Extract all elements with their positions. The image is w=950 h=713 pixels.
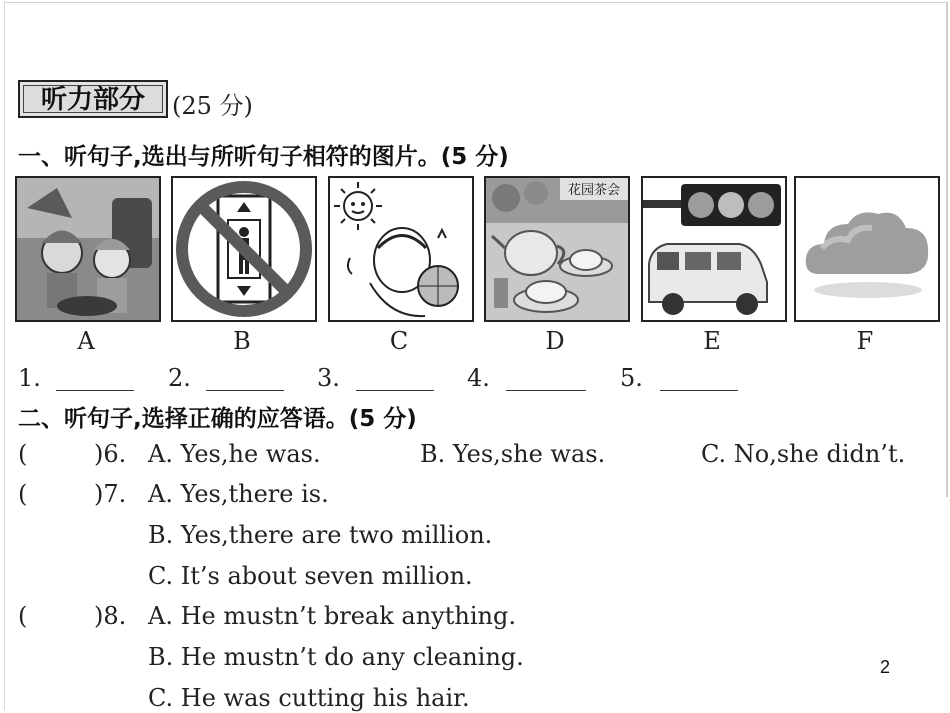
picture-b-label: B xyxy=(233,327,251,355)
children-outdoors-illustration-icon xyxy=(17,178,159,320)
question-7-option-c[interactable]: C. It’s about seven million. xyxy=(148,562,473,590)
no-elevator-sign-icon xyxy=(173,178,315,320)
question-7-option-a[interactable]: A. Yes,there is. xyxy=(148,480,329,508)
picture-a xyxy=(15,176,161,322)
traffic-light-van-icon xyxy=(643,178,785,320)
picture-d-label: D xyxy=(545,327,565,355)
blank-2-line[interactable] xyxy=(206,390,284,391)
cloud-icon xyxy=(796,178,938,320)
part-title: 听力部分 xyxy=(23,85,163,113)
picture-a-label: A xyxy=(77,327,95,355)
page-border-top xyxy=(4,2,948,3)
question-6-number: )6. xyxy=(94,440,127,468)
blank-3-number: 3. xyxy=(317,364,340,392)
question-7-option-b[interactable]: B. Yes,there are two million. xyxy=(148,521,493,549)
picture-c-label: C xyxy=(389,327,409,355)
blank-1-number: 1. xyxy=(18,364,41,392)
hot-sun-man-fanning-icon xyxy=(330,178,472,320)
picture-e xyxy=(641,176,787,322)
picture-e-label: E xyxy=(703,327,721,355)
blank-2-number: 2. xyxy=(168,364,191,392)
part-score: (25 分) xyxy=(172,92,253,120)
picture-f xyxy=(794,176,940,322)
question-6-option-c[interactable]: C. No,she didn’t. xyxy=(701,440,906,468)
part-title-box xyxy=(18,80,168,118)
picture-b xyxy=(171,176,317,322)
question-8-paren: ( xyxy=(18,602,28,630)
page-number: 2 xyxy=(880,657,891,677)
question-6-paren: ( xyxy=(18,440,28,468)
picture-c xyxy=(328,176,474,322)
section2-title: 二、听句子,选择正确的应答语。(5 分) xyxy=(18,406,417,432)
question-8-option-a[interactable]: A. He mustn’t break anything. xyxy=(148,602,516,630)
page-border-right xyxy=(946,2,948,497)
picture-f-label: F xyxy=(856,327,874,355)
blank-4-line[interactable] xyxy=(506,390,586,391)
section1-title: 一、听句子,选出与所听句子相符的图片。(5 分) xyxy=(18,144,509,170)
blank-4-number: 4. xyxy=(467,364,490,392)
question-7-number: )7. xyxy=(94,480,127,508)
garden-tea-party-icon xyxy=(486,178,628,320)
question-8-option-b[interactable]: B. He mustn’t do any cleaning. xyxy=(148,643,524,671)
blank-5-number: 5. xyxy=(620,364,643,392)
blank-3-line[interactable] xyxy=(356,390,434,391)
blank-5-line[interactable] xyxy=(660,390,738,391)
question-6-option-b[interactable]: B. Yes,she was. xyxy=(420,440,606,468)
page-border-left xyxy=(4,2,5,710)
garden-tea-party-caption: 花园茶会 xyxy=(567,183,621,198)
question-7-paren: ( xyxy=(18,480,28,508)
question-8-number: )8. xyxy=(94,602,127,630)
question-6-option-a[interactable]: A. Yes,he was. xyxy=(148,440,321,468)
question-8-option-c[interactable]: C. He was cutting his hair. xyxy=(148,684,470,712)
picture-d xyxy=(484,176,630,322)
blank-1-line[interactable] xyxy=(56,390,134,391)
